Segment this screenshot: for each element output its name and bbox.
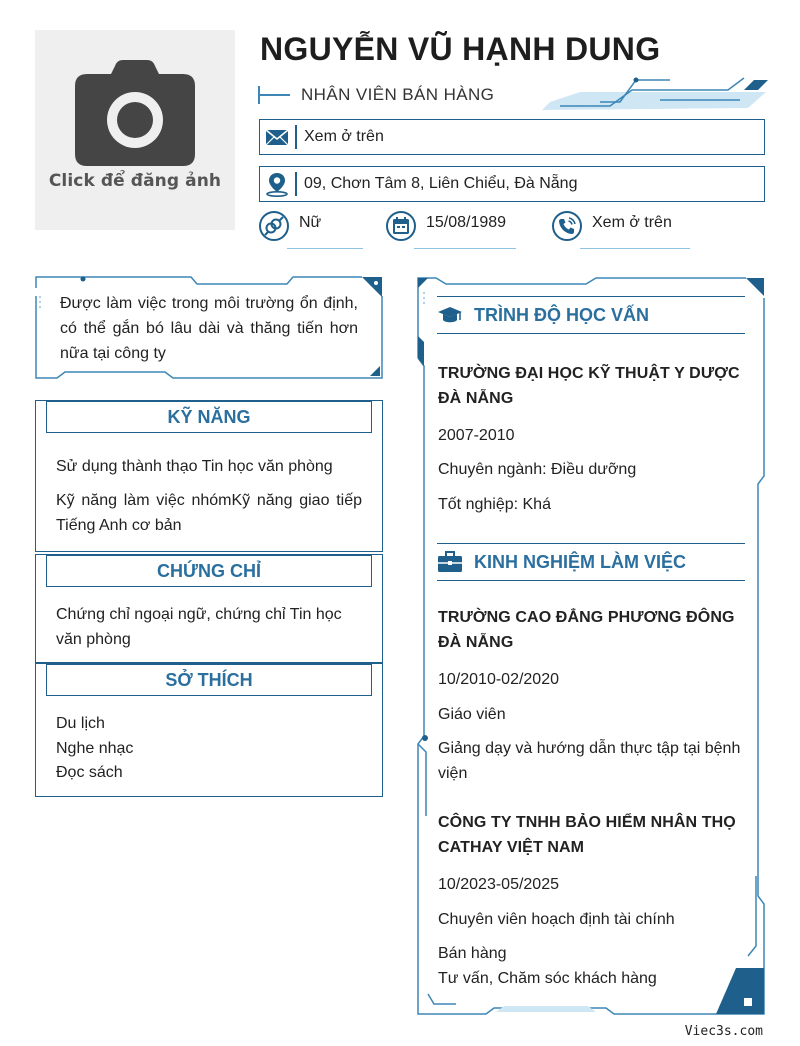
phone-icon: [552, 211, 582, 241]
certificates-heading: CHỨNG CHỈ: [46, 555, 372, 587]
job-detail: Giảng dạy và hướng dẫn thực tập tại bệnh viện: [438, 740, 741, 782]
address-box: [259, 166, 765, 202]
job-company: TRƯỜNG CAO ĐẲNG PHƯƠNG ĐÔNG ĐÀ NẴNG: [438, 609, 735, 651]
job-position: Chuyên viên hoạch định tài chính: [438, 911, 675, 928]
header-circuit-decoration: [540, 74, 772, 114]
candidate-name: NGUYỄN VŨ HẠNH DUNG: [260, 31, 661, 67]
email-value: Xem ở trên: [304, 128, 384, 145]
phone-info: [552, 210, 692, 250]
graduation-cap-icon: [437, 303, 463, 327]
certificates-text: Chứng chỉ ngoại ngữ, chứng chỉ Tin học văn phòng: [56, 606, 342, 648]
map-pin-icon: [264, 171, 290, 197]
gender-underline: [287, 248, 363, 249]
experience-heading-bar: [437, 543, 745, 581]
photo-placeholder[interactable]: [35, 30, 235, 230]
phone-underline: [580, 248, 690, 249]
job-detail: Tư vấn, Chăm sóc khách hàng: [438, 970, 657, 987]
photo-caption: Click để đăng ảnh: [48, 171, 222, 191]
experience-heading: KINH NGHIỆM LÀM VIỆC: [474, 552, 687, 572]
education-major: Chuyên ngành: Điều dưỡng: [438, 461, 637, 478]
email-box: [259, 119, 765, 155]
watermark: Viec3s.com: [684, 1024, 763, 1039]
skills-item: Sử dụng thành thạo Tin học văn phòng: [56, 458, 333, 475]
birthday-info: [386, 210, 516, 250]
gender-info: [259, 210, 369, 250]
job-position: Giáo viên: [438, 706, 506, 723]
envelope-icon: [264, 124, 290, 150]
skills-section: [35, 400, 383, 552]
job-title: NHÂN VIÊN BÁN HÀNG: [301, 85, 495, 104]
hobby-item: Đọc sách: [56, 764, 123, 781]
hobbies-section: [35, 663, 383, 797]
job-detail: Bán hàng: [438, 945, 507, 962]
skills-heading: KỸ NĂNG: [46, 401, 372, 433]
phone-value: Xem ở trên: [592, 214, 672, 231]
gender-icon: [259, 211, 289, 241]
education-school: TRƯỜNG ĐẠI HỌC KỸ THUẬT Y DƯỢC ĐÀ NẴNG: [438, 365, 740, 407]
job-period: 10/2023-05/2025: [438, 876, 559, 893]
hobbies-heading: SỞ THÍCH: [46, 664, 372, 696]
hobby-item: Du lịch: [56, 715, 105, 732]
job-period: 10/2010-02/2020: [438, 671, 559, 688]
birthday-underline: [414, 248, 516, 249]
camera-icon: [75, 60, 195, 166]
briefcase-icon: [437, 550, 463, 574]
education-grade: Tốt nghiệp: Khá: [438, 496, 551, 513]
education-heading: TRÌNH ĐỘ HỌC VẤN: [474, 305, 649, 325]
calendar-icon: [386, 211, 416, 241]
objective-text: Được làm việc trong môi trường ổn định, có thể gắn bó lâu dài và thăng tiến hơn nữa tại công ty: [60, 295, 358, 362]
certificates-section: [35, 554, 383, 663]
job-company: CÔNG TY TNHH BẢO HIỂM NHÂN THỌ CATHAY VIỆT NAM: [438, 814, 736, 856]
address-value: 09, Chơn Tâm 8, Liên Chiểu, Đà Nẵng: [304, 175, 578, 192]
hobby-item: Nghe nhạc: [56, 739, 134, 757]
career-objective: [35, 276, 383, 380]
education-period: 2007-2010: [438, 427, 515, 444]
gender-value: Nữ: [299, 214, 322, 231]
skills-item: Kỹ năng làm việc nhómKỹ năng giao tiếp Tiếng Anh cơ bản: [56, 492, 362, 534]
education-heading-bar: [437, 296, 745, 334]
birthday-value: 15/08/1989: [426, 214, 507, 231]
